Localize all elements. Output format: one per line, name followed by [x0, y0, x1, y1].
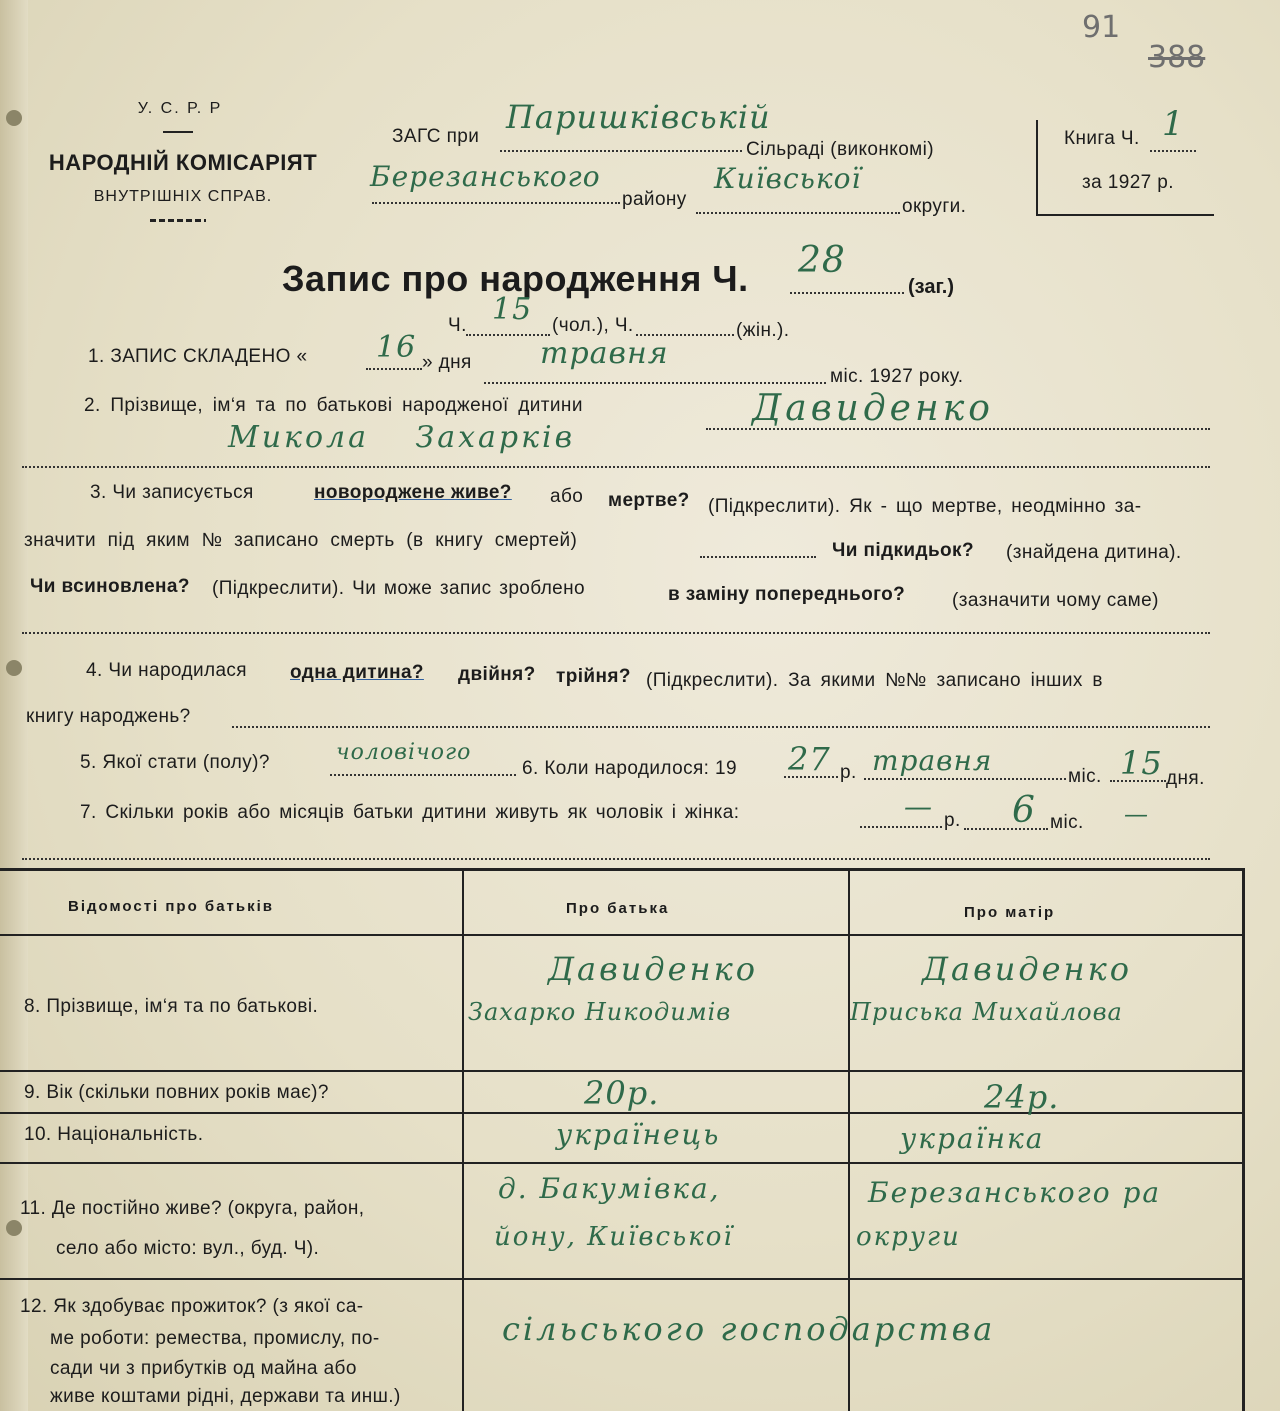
fill-line	[466, 334, 550, 336]
item3-adopted: Чи всиновлена?	[30, 576, 190, 597]
book-number: 1	[1162, 104, 1185, 144]
married-years: —	[904, 790, 933, 823]
fill-line	[790, 292, 904, 294]
item3-line2a: значити під яким № записано смерть (в книгу смертей)	[24, 530, 578, 551]
fill-line	[366, 368, 422, 370]
birth-day-suffix: дня.	[1166, 768, 1205, 789]
mother-residence-1: Березанського ра	[868, 1176, 1162, 1209]
country-label: У. С. Р. Р	[137, 100, 223, 117]
okruha-value: Київської	[714, 162, 862, 195]
okruha-label: округи.	[902, 196, 967, 217]
item3-alive: новороджене живе?	[314, 482, 512, 503]
fill-line	[860, 826, 942, 828]
table-border	[0, 868, 1244, 871]
birth-day: 15	[1120, 744, 1163, 782]
row-label-residence-1: 11. Де постійно живе? (округа, район,	[20, 1198, 365, 1219]
row-label-livelihood-1: 12. Як здобуває прожиток? (з якої са-	[20, 1296, 364, 1317]
divider	[150, 219, 206, 222]
row-label-livelihood-3: сади чи з прибутків од майна або	[50, 1358, 357, 1379]
row-label-livelihood-2: ме роботи: ремества, промислу, по-	[50, 1328, 380, 1349]
item4-single: одна дитина?	[290, 662, 424, 683]
married-dash: —	[1124, 800, 1149, 828]
birth-month-suffix: міс.	[1068, 766, 1102, 787]
fill-line	[22, 466, 1210, 468]
col-header-father: Про батька	[566, 900, 670, 917]
item3-line3b: (Підкреслити). Чи може запис зроблено	[212, 578, 586, 599]
married-months-suffix: міс.	[1050, 812, 1084, 833]
binding-hole	[6, 1220, 22, 1236]
fill-line	[784, 776, 838, 778]
fill-line	[232, 726, 1210, 728]
crossed-archive-number: 388	[1148, 40, 1206, 75]
village-council-suffix: Сільраді (виконкомі)	[746, 139, 934, 160]
table-border	[0, 1162, 1244, 1164]
binding-hole	[6, 110, 22, 126]
birth-month: травня	[872, 744, 993, 777]
fill-line	[372, 202, 620, 204]
item3-or: або	[550, 486, 584, 507]
birth-year-suffix: р.	[840, 762, 857, 783]
record-day: 16	[376, 330, 417, 365]
father-livelihood: сільського господарства	[502, 1310, 996, 1348]
item3-foundling: Чи підкидьок?	[832, 540, 974, 561]
fill-line	[330, 774, 516, 776]
child-name: Микола Захарків	[228, 420, 576, 455]
fill-line	[484, 382, 826, 384]
item6-label: 6. Коли народилося: 19	[522, 758, 737, 779]
item3-line2c: (знайдена дитина).	[1006, 542, 1182, 563]
book-label: Книга Ч.	[1064, 128, 1140, 149]
fill-line	[22, 632, 1210, 634]
father-nationality: українець	[556, 1118, 721, 1151]
married-years-suffix: р.	[944, 810, 961, 831]
title-ch: Ч.	[448, 315, 467, 336]
item3-replacement: в заміну попереднього?	[668, 584, 906, 605]
item4-twins: двійня?	[458, 664, 536, 685]
mother-age: 24р.	[984, 1078, 1060, 1116]
book-year: за 1927 р.	[1082, 172, 1174, 193]
record-month: травня	[540, 336, 669, 371]
fill-line	[700, 556, 816, 558]
table-border	[1242, 868, 1245, 1411]
item3-line3d: (зазначити чому саме)	[952, 590, 1159, 611]
female-label: (жін.).	[736, 320, 790, 341]
fill-line	[706, 428, 1210, 430]
item1-suffix: міс. 1927 року.	[830, 366, 964, 387]
village-council-value: Паришківській	[506, 98, 771, 136]
record-number: 28	[798, 240, 846, 281]
married-months: 6	[1012, 790, 1036, 831]
father-surname: Давиденко	[548, 950, 758, 988]
fill-line	[22, 858, 1210, 860]
item4-line2: книгу народжень?	[26, 706, 191, 727]
table-border	[462, 868, 464, 1411]
row-label-name: 8. Прізвище, ім‘я та по батькові.	[24, 996, 319, 1017]
father-residence-1: д. Бакумівка,	[498, 1172, 721, 1205]
district-label: району	[622, 189, 687, 210]
item4-triplets: трійня?	[556, 666, 631, 687]
item3-line1e: (Підкреслити). Як - що мертве, неодмінно за-	[708, 496, 1142, 517]
table-border	[0, 934, 1244, 936]
fill-line	[500, 150, 742, 152]
district-value: Березанського	[370, 160, 601, 193]
row-label-age: 9. Вік (скільки повних років має)?	[24, 1082, 329, 1103]
item3-line1a: 3. Чи записується	[90, 482, 254, 503]
child-sex: чоловічого	[336, 740, 472, 765]
book-box-border	[1036, 214, 1214, 216]
item1-close: » дня	[422, 352, 472, 373]
fill-line	[1110, 780, 1166, 782]
archive-number: 91	[1082, 10, 1121, 45]
table-border	[0, 1070, 1244, 1072]
mother-nationality: українка	[900, 1122, 1045, 1155]
divider	[163, 131, 193, 133]
page-title: Запис про народження Ч.	[282, 258, 749, 299]
father-residence-2: йону, Київської	[494, 1222, 734, 1252]
father-name: Захарко Никодимів	[468, 998, 732, 1026]
male-number: 15	[492, 292, 533, 327]
fill-line	[964, 828, 1048, 830]
mother-name: Приська Михайлова	[850, 998, 1123, 1026]
col-header-info: Відомості про батьків	[68, 898, 274, 915]
col-header-mother: Про матір	[964, 904, 1056, 921]
item1-label: 1. ЗАПИС СКЛАДЕНО «	[88, 346, 308, 367]
row-label-nationality: 10. Національність.	[24, 1124, 204, 1145]
mother-residence-2: округи	[856, 1222, 961, 1252]
table-border	[0, 1278, 1244, 1280]
item2-label: 2. Прізвище, ім‘я та по батькові народженої дитини	[84, 395, 583, 416]
male-label: (чол.), Ч.	[552, 315, 634, 336]
book-box-border	[1036, 120, 1038, 216]
fill-line	[696, 212, 900, 214]
row-label-residence-2: село або місто: вул., буд. Ч).	[56, 1238, 320, 1259]
birth-year: 27	[788, 740, 831, 778]
title-zag: (заг.)	[908, 276, 955, 298]
item3-dead: мертве?	[608, 490, 690, 511]
department-title: ВНУТРІШНІХ СПРАВ.	[93, 188, 273, 205]
mother-surname: Давиденко	[922, 950, 1132, 988]
commissariat-title: НАРОДНІЙ КОМІСАРІЯТ	[48, 150, 318, 175]
zags-prefix: ЗАГС при	[392, 126, 480, 147]
item4-line1a: 4. Чи народилася	[86, 660, 247, 681]
item4-line1e: (Підкреслити). За якими №№ записано інших в	[646, 670, 1103, 691]
father-age: 20р.	[584, 1074, 660, 1112]
fill-line	[864, 778, 1066, 780]
binding-hole	[6, 660, 22, 676]
child-surname: Давиденко	[752, 388, 994, 429]
item5-label: 5. Якої стати (полу)?	[80, 752, 270, 773]
item7-label: 7. Скільки років або місяців батьки дитини живуть як чоловік і жінка:	[80, 802, 740, 823]
row-label-livelihood-4: живе коштами рідні, держави та инш.)	[50, 1386, 401, 1407]
fill-line	[1150, 150, 1196, 152]
